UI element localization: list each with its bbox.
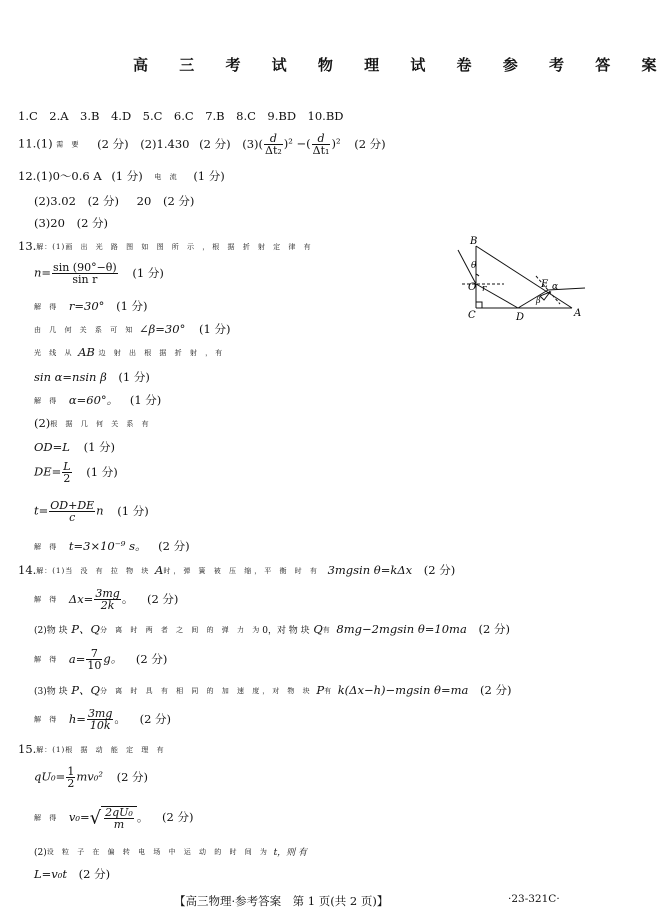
q15-v-line: [34, 806, 193, 830]
optics-diagram: [440, 232, 590, 328]
q11-answer-2: (2)1.430: [140, 136, 190, 151]
q11-points-1: (2 分): [97, 136, 129, 151]
q12-answer-3: (3)20: [34, 216, 65, 230]
solve-label: 解 得: [34, 543, 60, 551]
q14-points-2: (2 分): [146, 591, 179, 606]
q14-part2-text-3: 有: [322, 626, 333, 634]
answers-1-10: 1.C 2.A 3.B 4.D 5.C 6.C 7.B 8.C 9.BD 10.BD: [18, 109, 344, 123]
q12-points-3: (2 分): [87, 194, 120, 208]
label-d: D: [516, 312, 525, 323]
pq-label: P、Q: [71, 683, 100, 697]
L-eq: L=v₀t: [34, 867, 68, 881]
t-lhs: t=: [34, 503, 49, 518]
label-b: B: [470, 236, 478, 247]
geo-text: 由 几 何 关 系 可 知: [34, 326, 136, 334]
q13-r-line: [34, 298, 148, 314]
q15-h1-text: 根 据 动 能 定 理 有: [65, 746, 167, 754]
n-frac: [52, 262, 118, 285]
q11-end: )²: [331, 136, 341, 151]
snell-eq: sin α=nsin β: [34, 370, 107, 384]
frac-num: 1: [67, 765, 75, 778]
label-alpha: α: [552, 282, 559, 292]
q14-h1-text-2: 时，弹 簧 被 压 缩，平 衡 时 有: [163, 567, 320, 575]
v-lhs: v₀=: [68, 810, 90, 824]
frac-den: m: [113, 818, 125, 831]
n-lhs: n=: [34, 265, 52, 280]
frac-num: OD+DE: [50, 499, 95, 512]
q14-eq3: 8mg−2mgsin θ=10ma: [336, 622, 467, 636]
q-label: Q: [313, 622, 323, 636]
solve-label: 解 得: [34, 595, 60, 604]
q15-qu-line: [34, 766, 148, 789]
label-o: O: [468, 282, 477, 293]
beta-eq: ∠β=30°: [139, 322, 186, 336]
q15-h1: 解：(1): [36, 746, 66, 754]
q12-answer-1: 12.(1)0～0.6 A: [18, 169, 102, 183]
q14-points-6: (2 分): [139, 711, 172, 726]
q13-points-9: (2 分): [158, 539, 190, 553]
de-frac: [62, 461, 71, 484]
q15-points-3: (2 分): [78, 867, 111, 881]
q13-points-3: (1 分): [198, 322, 231, 336]
q13-beta-line: [34, 321, 230, 337]
q14-points-4: (2 分): [135, 651, 168, 666]
q15-part2-label: (2): [34, 848, 47, 858]
v-end: 。: [136, 810, 149, 824]
q13-h1: 解：(1): [36, 243, 66, 251]
footer-code: ·23-321C·: [508, 893, 560, 905]
h-end: 。: [114, 711, 126, 726]
q14-h1-text: 当 没 有 拉 物 块: [65, 567, 152, 575]
q11-points-3: (2 分): [354, 136, 386, 151]
q14-eq1: 3mgsin θ=kΔx: [327, 563, 413, 577]
q14-points-5: (2 分): [480, 683, 512, 697]
dx-end: 。: [121, 591, 134, 606]
footer-center: 【高三物理·参考答案 第 1 页(共 2 页)】: [174, 894, 389, 908]
q12-points-2: (1 分): [193, 169, 225, 183]
label-beta: β: [536, 296, 541, 305]
q15-part2-line: [34, 844, 307, 858]
frac-num: 7: [86, 648, 102, 660]
solve-label: 解 得: [34, 715, 60, 724]
q15-points-1: (2 分): [116, 769, 149, 784]
q11-answer-3: (3)(: [242, 136, 264, 151]
a-end: g。: [103, 651, 123, 666]
dx-frac: [94, 588, 120, 611]
q13-de-line: [34, 461, 118, 484]
q12-line-1: [18, 168, 225, 184]
frac-den: sin r: [72, 273, 98, 286]
q14-dx-line: [34, 588, 178, 611]
q13-t-line: [34, 500, 149, 523]
q11-frac-2: [312, 133, 331, 156]
frac-num: d: [312, 133, 331, 145]
q14-h1: 解：(1): [36, 567, 66, 575]
q11-mid: )² −(: [283, 136, 311, 151]
t-frac: [49, 500, 95, 523]
q13-n-formula: [34, 262, 164, 285]
q15-heading: [18, 742, 167, 756]
q11-text: 需 要: [56, 140, 82, 149]
q13-sin-line: [34, 369, 150, 385]
q13-heading: [18, 239, 314, 253]
qu-frac: [66, 766, 75, 789]
v-frac: [104, 807, 134, 830]
q13-points-7: (1 分): [86, 464, 118, 479]
pq-label: P、Q: [71, 622, 100, 636]
q15-points-2: (2 分): [162, 810, 194, 824]
q12-points-5: (2 分): [76, 216, 109, 230]
q13-points-1: (1 分): [132, 265, 164, 280]
q13-points-2: (1 分): [116, 299, 148, 313]
q13-points-8: (1 分): [117, 503, 149, 518]
q14-part2-line: [34, 621, 510, 637]
label-theta: θ: [471, 261, 477, 271]
q12-points-1: (1 分): [111, 169, 143, 183]
qu-lhs: qU₀=: [34, 769, 66, 784]
frac-num: L: [63, 460, 71, 473]
q14-eq5: k(Δx−h)−mgsin θ=ma: [337, 683, 469, 697]
q13-ab-line: [34, 345, 225, 359]
frac-den: 10k: [89, 719, 111, 732]
edge-ba: [476, 246, 572, 308]
frac-num: 3mg: [87, 707, 113, 720]
frac-den: 2: [67, 777, 75, 790]
frac-num: d: [264, 133, 283, 145]
label-c: C: [468, 310, 476, 321]
a-lhs: a=: [68, 651, 86, 666]
q15-L-line: [34, 866, 110, 882]
de-lhs: DE=: [34, 464, 62, 479]
q15-part2-t: t，则 有: [273, 848, 308, 858]
q14-h-line: [34, 708, 171, 731]
sqrt-body: [101, 806, 137, 830]
r-eq: r=30°: [68, 299, 105, 313]
q14-num: 14.: [18, 563, 37, 577]
label-a: A: [574, 308, 582, 319]
h-frac: [87, 708, 113, 731]
q15-num: 15.: [18, 742, 37, 756]
t-rhs: n: [96, 503, 104, 518]
frac-den: Δt₁: [312, 144, 330, 157]
alpha-eq: α=60°。: [68, 393, 119, 407]
ab-label: AB: [78, 345, 95, 359]
frac-den: 2k: [100, 599, 115, 612]
part2-text: 根 据 几 何 关 系 有: [50, 420, 152, 428]
sqrt-sign: √: [89, 807, 102, 829]
q12-answer-2b: 20: [136, 194, 152, 208]
right-angle-c: [476, 302, 482, 308]
frac-den: c: [69, 511, 76, 524]
q14-part3-label: (3)物 块: [34, 687, 68, 697]
solve-label: 解 得: [34, 303, 60, 311]
od-eq: OD=L: [34, 440, 70, 454]
q13-points-4: (1 分): [118, 370, 150, 384]
block-a: A: [155, 563, 164, 577]
page-title: 高 三 考 试 物 理 试 卷 参 考 答 案: [133, 56, 669, 74]
t-result: t=3×10⁻⁹ s。: [68, 539, 147, 553]
a-frac: [86, 648, 102, 671]
q13-part2-heading: [34, 416, 152, 430]
part2-label: (2): [34, 416, 51, 430]
q13-tres-line: [34, 538, 190, 554]
q12-points-4: (2 分): [162, 194, 195, 208]
frac-num: 2qU₀: [105, 806, 133, 819]
q13-alpha-line: [34, 392, 161, 408]
q15-part2-text: 设 粒 子 在 偏 转 电 场 中 运 动 的 时 间 为: [46, 848, 270, 856]
q12-line-2: [34, 193, 194, 209]
q13-points-5: (1 分): [129, 393, 162, 407]
p-label: P: [316, 683, 325, 697]
q12-line-3: [34, 215, 108, 231]
q11-line: [18, 133, 386, 156]
q14-part2-text: 分 离 时 两 者 之 间 的 弹 力 为: [99, 626, 263, 634]
frac-num: 3mg: [95, 587, 120, 600]
q13-num: 13.: [18, 239, 37, 253]
frac-num: sin (90°−θ): [53, 261, 117, 274]
q14-part2-label: (2)物 块: [34, 626, 68, 636]
label-e: E: [541, 279, 549, 290]
frac-den: Δt₂: [265, 144, 282, 157]
q12-text: 电 流: [154, 173, 180, 181]
ab-text: 光 线 从: [34, 349, 75, 357]
q11-num: 11.(1): [18, 136, 53, 151]
dx-lhs: Δx=: [68, 591, 94, 606]
frac-den: 10: [87, 659, 102, 672]
q14-part3-text: 分 离 时 具 有 相 同 的 加 速 度，对 物 块: [99, 687, 313, 695]
ab-text-2: 边 射 出 根 据 折 射 ，有: [98, 349, 226, 357]
q14-heading: [18, 562, 455, 578]
solve-label: 解 得: [34, 814, 60, 822]
q14-part3-line: [34, 682, 511, 698]
qu-rhs: mv₀²: [76, 769, 103, 784]
q14-points-1: (2 分): [423, 563, 456, 577]
q13-od-line: [34, 439, 115, 455]
q12-answer-2: (2)3.02: [34, 194, 76, 208]
solve-label: 解 得: [34, 655, 60, 664]
label-r: r: [482, 284, 487, 294]
q14-part3-text-2: 有: [324, 687, 335, 695]
q11-points-2: (2 分): [199, 136, 231, 151]
q14-a-line: [34, 648, 167, 671]
q13-points-6: (1 分): [83, 440, 116, 454]
q13-h1-text: 画 出 光 路 图 如 图 所 示 ，根 据 折 射 定 律 有: [65, 243, 314, 251]
h-lhs: h=: [68, 711, 86, 726]
q11-frac-1: [264, 133, 283, 156]
q14-part2-text-2: 0，对 物 块: [262, 626, 310, 636]
solve-label: 解 得: [34, 397, 60, 405]
q14-points-3: (2 分): [478, 622, 510, 636]
triangle-mark: [540, 292, 550, 300]
frac-den: 2: [63, 472, 71, 485]
